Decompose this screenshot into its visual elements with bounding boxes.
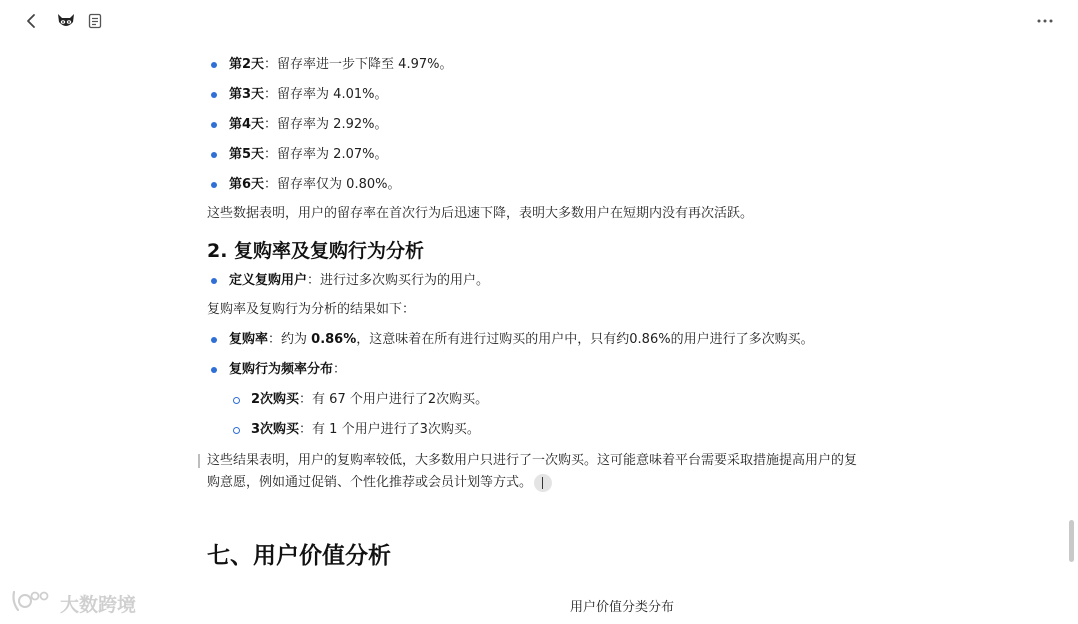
conclusion-line: 这些结果表明，用户的复购率较低，大多数用户只进行了一次购买。这可能意味着平台需要采取措施提高用户的复 bbox=[207, 453, 858, 468]
item-label: 第2天 bbox=[229, 57, 265, 72]
item-text: ：留存率为 2.07%。 bbox=[264, 147, 388, 162]
bullet-icon bbox=[211, 337, 217, 343]
section-intro: 复购率及复购行为分析的结果如下： bbox=[207, 302, 416, 317]
retention-summary: 这些数据表明，用户的留存率在首次行为后迅速下降，表明大多数用户在短期内没有再次活跃。 bbox=[207, 206, 754, 221]
bullet-icon bbox=[211, 122, 217, 128]
item-text: ：进行过多次购买行为的用户。 bbox=[307, 273, 490, 288]
item-text: ：留存率仅为 0.80%。 bbox=[264, 177, 401, 192]
chevron-left-icon[interactable] bbox=[20, 10, 42, 32]
item-label: 第4天 bbox=[229, 117, 265, 132]
hollow-bullet-icon bbox=[233, 427, 240, 434]
bullet-icon bbox=[211, 152, 217, 158]
top-toolbar bbox=[0, 0, 1078, 42]
item-text: ：有 1 个用户进行了3次购买。 bbox=[299, 422, 480, 437]
hollow-bullet-icon bbox=[233, 397, 240, 404]
item-label: 定义复购用户 bbox=[229, 273, 308, 288]
bullet-icon bbox=[211, 367, 217, 373]
item-label: 复购行为频率分布 bbox=[229, 362, 334, 377]
vertical-scrollbar[interactable] bbox=[1069, 520, 1074, 562]
bullet-icon bbox=[211, 182, 217, 188]
item-label: 3次购买 bbox=[251, 422, 300, 437]
text-cursor-icon bbox=[534, 474, 552, 492]
item-label: 第3天 bbox=[229, 87, 265, 102]
document-icon[interactable] bbox=[85, 10, 105, 32]
section-heading: 2. 复购率及复购行为分析 bbox=[207, 240, 425, 262]
item-label: 2次购买 bbox=[251, 392, 300, 407]
item-text: ：约为 bbox=[268, 332, 312, 347]
item-text: ： bbox=[333, 362, 347, 377]
item-label: 第5天 bbox=[229, 147, 265, 162]
paragraph-marker bbox=[198, 454, 200, 468]
item-label: 复购率 bbox=[229, 332, 269, 347]
rate-value: 0.86% bbox=[311, 332, 357, 347]
section-heading: 七、用户价值分析 bbox=[207, 543, 391, 569]
watermark-text: 大数跨境 bbox=[60, 593, 137, 616]
watermark-logo-icon bbox=[10, 588, 54, 619]
item-text: ：留存率进一步下降至 4.97%。 bbox=[264, 57, 453, 72]
item-label: 第6天 bbox=[229, 177, 265, 192]
bullet-icon bbox=[211, 92, 217, 98]
watermark bbox=[10, 588, 136, 618]
bullet-icon bbox=[211, 62, 217, 68]
item-text: ：留存率为 4.01%。 bbox=[264, 87, 388, 102]
bullet-icon bbox=[211, 278, 217, 284]
more-horizontal-icon[interactable] bbox=[1032, 10, 1058, 32]
raccoon-logo-icon[interactable] bbox=[55, 10, 77, 32]
item-text: ：有 67 个用户进行了2次购买。 bbox=[299, 392, 489, 407]
item-text: ：留存率为 2.92%。 bbox=[264, 117, 388, 132]
conclusion-line: 购意愿，例如通过促销、个性化推荐或会员计划等方式。 bbox=[207, 475, 533, 490]
item-text: ，这意味着在所有进行过购买的用户中，只有约0.86%的用户进行了多次购买。 bbox=[356, 332, 814, 347]
chart-caption: 用户价值分类分布 bbox=[569, 600, 674, 615]
conclusion-paragraph[interactable] bbox=[207, 450, 877, 494]
